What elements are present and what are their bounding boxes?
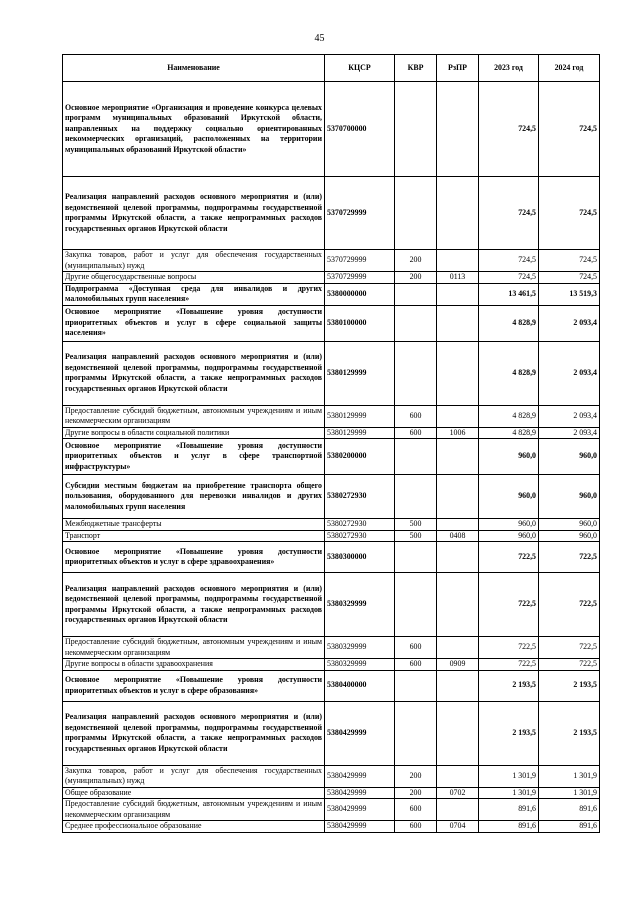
cell-kvr: 600 xyxy=(395,799,437,821)
cell-rzpr: 0113 xyxy=(437,272,479,284)
cell-2023: 4 828,9 xyxy=(479,305,539,341)
cell-rzpr xyxy=(437,283,479,305)
table-row xyxy=(63,439,600,475)
cell-rzpr: 0408 xyxy=(437,530,479,542)
cell-name: Основное мероприятие «Повышение уровня доступности приоритетных объектов и услуг в сфере социальной защиты населения» xyxy=(63,305,325,341)
header-kcsr: КЦСР xyxy=(325,55,395,82)
cell-kvr xyxy=(395,670,437,701)
cell-kvr: 600 xyxy=(395,821,437,833)
header-2024: 2024 год xyxy=(539,55,600,82)
cell-2023: 722,5 xyxy=(479,637,539,659)
cell-name: Другие вопросы в области социальной политики xyxy=(63,427,325,439)
table-row xyxy=(63,799,600,821)
cell-kvr: 200 xyxy=(395,787,437,799)
cell-rzpr xyxy=(437,177,479,250)
cell-kcsr: 5380272930 xyxy=(325,530,395,542)
cell-name: Общее образование xyxy=(63,787,325,799)
cell-kvr: 500 xyxy=(395,530,437,542)
cell-kvr xyxy=(395,341,437,405)
cell-name: Основное мероприятие «Повышение уровня доступности приоритетных объектов и услуг в сфере образования» xyxy=(63,670,325,701)
cell-2023: 724,5 xyxy=(479,272,539,284)
cell-kcsr: 5380429999 xyxy=(325,701,395,765)
cell-2023: 2 193,5 xyxy=(479,701,539,765)
table-row xyxy=(63,787,600,799)
cell-2024: 722,5 xyxy=(539,637,600,659)
table-row xyxy=(63,177,600,250)
cell-kcsr: 5380200000 xyxy=(325,439,395,475)
table-row xyxy=(63,519,600,531)
cell-kcsr: 5380400000 xyxy=(325,670,395,701)
cell-2024: 722,5 xyxy=(539,542,600,573)
cell-kvr xyxy=(395,475,437,519)
cell-2024: 13 519,3 xyxy=(539,283,600,305)
cell-rzpr: 0702 xyxy=(437,787,479,799)
cell-2024: 960,0 xyxy=(539,530,600,542)
table-row xyxy=(63,573,600,637)
cell-kcsr: 5380300000 xyxy=(325,542,395,573)
cell-kcsr: 5380329999 xyxy=(325,659,395,671)
cell-2024: 891,6 xyxy=(539,799,600,821)
cell-2023: 891,6 xyxy=(479,799,539,821)
cell-2024: 960,0 xyxy=(539,519,600,531)
cell-name: Закупка товаров, работ и услуг для обеспечения государственных (муниципальных) нужд xyxy=(63,765,325,787)
cell-2024: 2 093,4 xyxy=(539,305,600,341)
cell-kvr xyxy=(395,542,437,573)
cell-2023: 960,0 xyxy=(479,439,539,475)
header-rzpr: РзПР xyxy=(437,55,479,82)
cell-rzpr xyxy=(437,475,479,519)
table-row xyxy=(63,272,600,284)
cell-rzpr xyxy=(437,765,479,787)
cell-2024: 724,5 xyxy=(539,82,600,177)
cell-2023: 4 828,9 xyxy=(479,405,539,427)
cell-2024: 724,5 xyxy=(539,272,600,284)
cell-kcsr: 5370729999 xyxy=(325,250,395,272)
table-row xyxy=(63,405,600,427)
cell-kvr: 200 xyxy=(395,272,437,284)
cell-kvr: 200 xyxy=(395,250,437,272)
cell-2023: 722,5 xyxy=(479,573,539,637)
cell-2023: 724,5 xyxy=(479,177,539,250)
budget-table xyxy=(62,54,600,833)
cell-kcsr: 5380329999 xyxy=(325,573,395,637)
cell-2023: 960,0 xyxy=(479,530,539,542)
cell-2023: 724,5 xyxy=(479,250,539,272)
cell-2023: 4 828,9 xyxy=(479,427,539,439)
table-row xyxy=(63,475,600,519)
cell-2023: 722,5 xyxy=(479,659,539,671)
table-row xyxy=(63,283,600,305)
cell-rzpr xyxy=(437,701,479,765)
table-row xyxy=(63,637,600,659)
table-row xyxy=(63,659,600,671)
cell-2024: 891,6 xyxy=(539,821,600,833)
cell-2024: 722,5 xyxy=(539,659,600,671)
cell-2023: 724,5 xyxy=(479,82,539,177)
cell-kvr xyxy=(395,177,437,250)
cell-rzpr xyxy=(437,305,479,341)
cell-rzpr xyxy=(437,341,479,405)
table-row xyxy=(63,821,600,833)
cell-2024: 960,0 xyxy=(539,439,600,475)
cell-kcsr: 5380329999 xyxy=(325,637,395,659)
cell-2024: 2 193,5 xyxy=(539,670,600,701)
cell-rzpr xyxy=(437,542,479,573)
cell-name: Среднее профессиональное образование xyxy=(63,821,325,833)
cell-rzpr xyxy=(437,637,479,659)
table-row xyxy=(63,341,600,405)
cell-2024: 724,5 xyxy=(539,250,600,272)
cell-kvr xyxy=(395,305,437,341)
cell-kvr: 500 xyxy=(395,519,437,531)
cell-rzpr xyxy=(437,82,479,177)
table-row xyxy=(63,530,600,542)
cell-kcsr: 5380129999 xyxy=(325,405,395,427)
cell-name: Реализация направлений расходов основного мероприятия и (или) ведомственной целевой программы, подпрограммы государственной программы Иркутской области, а также непрограммных расходов государственных органов Иркутской области xyxy=(63,177,325,250)
cell-kcsr: 5370700000 xyxy=(325,82,395,177)
cell-kcsr: 5380129999 xyxy=(325,341,395,405)
cell-2023: 1 301,9 xyxy=(479,787,539,799)
cell-2023: 1 301,9 xyxy=(479,765,539,787)
cell-name: Предоставление субсидий бюджетным, автономным учреждениям и иным некоммерческим организациям xyxy=(63,405,325,427)
cell-kcsr: 5380272930 xyxy=(325,475,395,519)
cell-kvr: 600 xyxy=(395,405,437,427)
cell-rzpr xyxy=(437,573,479,637)
cell-rzpr: 0909 xyxy=(437,659,479,671)
cell-kcsr: 5370729999 xyxy=(325,272,395,284)
table-header-row xyxy=(63,55,600,82)
cell-2023: 2 193,5 xyxy=(479,670,539,701)
cell-2023: 891,6 xyxy=(479,821,539,833)
table-row xyxy=(63,542,600,573)
cell-name: Другие вопросы в области здравоохранения xyxy=(63,659,325,671)
cell-rzpr xyxy=(437,439,479,475)
cell-2023: 722,5 xyxy=(479,542,539,573)
cell-2023: 960,0 xyxy=(479,519,539,531)
cell-name: Транспорт xyxy=(63,530,325,542)
cell-2024: 722,5 xyxy=(539,573,600,637)
cell-rzpr: 0704 xyxy=(437,821,479,833)
cell-2024: 724,5 xyxy=(539,177,600,250)
cell-kvr xyxy=(395,573,437,637)
cell-name: Предоставление субсидий бюджетным, автономным учреждениям и иным некоммерческим организациям xyxy=(63,799,325,821)
cell-kcsr: 5380100000 xyxy=(325,305,395,341)
cell-kvr: 600 xyxy=(395,427,437,439)
cell-kcsr: 5380429999 xyxy=(325,821,395,833)
cell-name: Межбюджетные трансферты xyxy=(63,519,325,531)
cell-rzpr xyxy=(437,405,479,427)
cell-kvr xyxy=(395,283,437,305)
table-row xyxy=(63,670,600,701)
cell-rzpr xyxy=(437,519,479,531)
cell-kvr: 600 xyxy=(395,659,437,671)
table-row xyxy=(63,765,600,787)
cell-kcsr: 5380272930 xyxy=(325,519,395,531)
cell-kvr: 600 xyxy=(395,637,437,659)
cell-name: Основное мероприятие «Повышение уровня доступности приоритетных объектов и услуг в сфере транспортной инфраструктуры» xyxy=(63,439,325,475)
cell-name: Предоставление субсидий бюджетным, автономным учреждениям и иным некоммерческим организациям xyxy=(63,637,325,659)
cell-name: Закупка товаров, работ и услуг для обеспечения государственных (муниципальных) нужд xyxy=(63,250,325,272)
cell-2024: 2 093,4 xyxy=(539,341,600,405)
cell-rzpr xyxy=(437,250,479,272)
cell-2024: 2 093,4 xyxy=(539,427,600,439)
cell-name: Подпрограмма «Доступная среда для инвалидов и других маломобильных групп населения» xyxy=(63,283,325,305)
header-kvr: КВР xyxy=(395,55,437,82)
cell-kcsr: 5380129999 xyxy=(325,427,395,439)
header-2023: 2023 год xyxy=(479,55,539,82)
cell-2023: 4 828,9 xyxy=(479,341,539,405)
cell-kvr xyxy=(395,701,437,765)
cell-rzpr xyxy=(437,670,479,701)
cell-2024: 960,0 xyxy=(539,475,600,519)
table-row xyxy=(63,305,600,341)
cell-kcsr: 5380429999 xyxy=(325,765,395,787)
table-row xyxy=(63,427,600,439)
page-number: 45 xyxy=(314,33,325,44)
cell-name: Другие общегосударственные вопросы xyxy=(63,272,325,284)
cell-2024: 2 193,5 xyxy=(539,701,600,765)
cell-name: Реализация направлений расходов основного мероприятия и (или) ведомственной целевой программы, подпрограммы государственной программы Иркутской области, а также непрограммных расходов государственных органов Иркутской области xyxy=(63,701,325,765)
cell-rzpr xyxy=(437,799,479,821)
cell-2023: 960,0 xyxy=(479,475,539,519)
header-name: Наименование xyxy=(63,55,325,82)
cell-name: Реализация направлений расходов основного мероприятия и (или) ведомственной целевой программы, подпрограммы государственной программы Иркутской области, а также непрограммных расходов государственных органов Иркутской области xyxy=(63,341,325,405)
cell-kcsr: 5380429999 xyxy=(325,799,395,821)
cell-2024: 1 301,9 xyxy=(539,765,600,787)
table-row xyxy=(63,250,600,272)
cell-2024: 2 093,4 xyxy=(539,405,600,427)
cell-2024: 1 301,9 xyxy=(539,787,600,799)
table-row xyxy=(63,701,600,765)
cell-2023: 13 461,5 xyxy=(479,283,539,305)
cell-kcsr: 5370729999 xyxy=(325,177,395,250)
cell-kcsr: 5380429999 xyxy=(325,787,395,799)
cell-kvr: 200 xyxy=(395,765,437,787)
cell-kvr xyxy=(395,82,437,177)
cell-name: Основное мероприятие «Повышение уровня доступности приоритетных объектов и услуг в сфере здравоохранения» xyxy=(63,542,325,573)
cell-name: Основное мероприятие «Организация и проведение конкурса целевых программ муниципальных образований Иркутской области, направленных на поддержку социально ориентированных некоммерческих организаций, расположенных на территории муниципальных образований Иркутской области» xyxy=(63,82,325,177)
cell-rzpr: 1006 xyxy=(437,427,479,439)
cell-kvr xyxy=(395,439,437,475)
cell-name: Реализация направлений расходов основного мероприятия и (или) ведомственной целевой программы, подпрограммы государственной программы Иркутской области, а также непрограммных расходов государственных органов Иркутской области xyxy=(63,573,325,637)
cell-name: Субсидии местным бюджетам на приобретение транспорта общего пользования, оборудованного для перевозки инвалидов и других маломобильных групп населения xyxy=(63,475,325,519)
cell-kcsr: 5380000000 xyxy=(325,283,395,305)
table-row xyxy=(63,82,600,177)
